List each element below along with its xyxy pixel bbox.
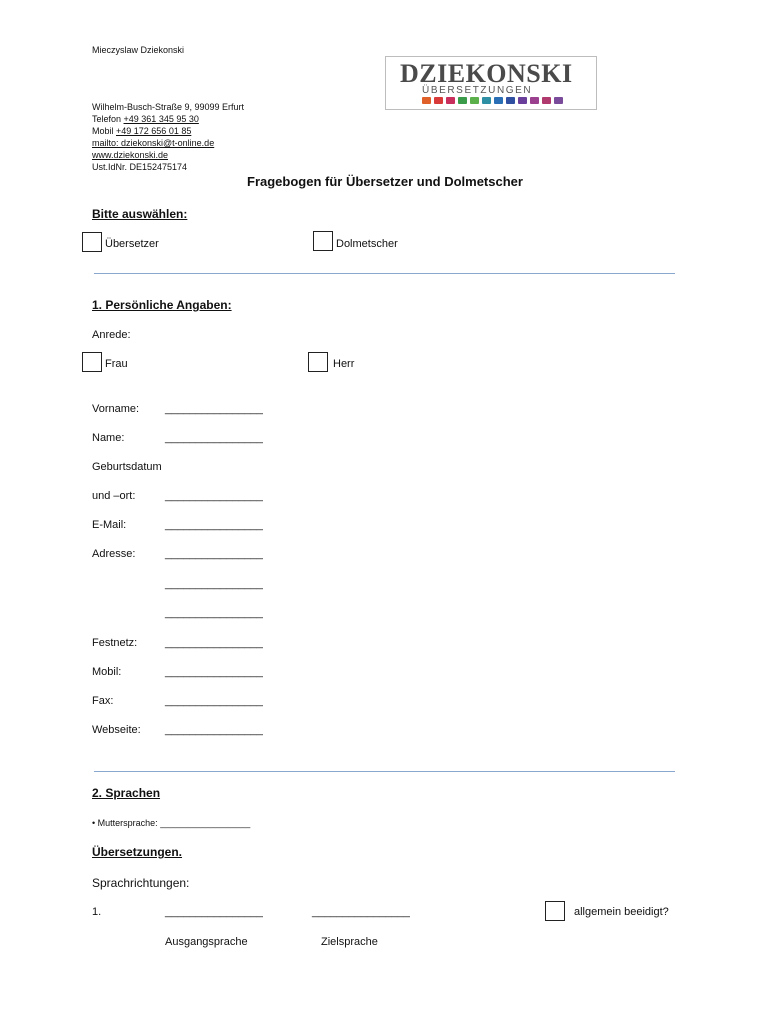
logo-color-dots — [422, 97, 563, 104]
languages-heading: 2. Sprachen — [92, 786, 161, 800]
field-label: Geburtsdatum — [92, 461, 162, 473]
logo-color-swatch — [518, 97, 527, 104]
address-blank[interactable]: ________________ — [165, 548, 263, 560]
field-label: Webseite: — [92, 724, 141, 736]
landline-blank[interactable]: ________________ — [165, 637, 263, 649]
target-caption: Zielsprache — [321, 936, 378, 948]
logo-color-swatch — [542, 97, 551, 104]
sender-name: Mieczyslaw Dziekonski — [92, 45, 185, 55]
phone-link[interactable]: +49 361 345 95 30 — [123, 114, 199, 124]
address-blank[interactable]: ________________ — [165, 607, 263, 619]
firstname-blank[interactable]: ________________ — [165, 403, 263, 415]
sworn-checkbox[interactable] — [545, 901, 565, 921]
frau-checkbox[interactable] — [82, 352, 102, 372]
field-label: und –ort: — [92, 490, 136, 502]
logo-color-swatch — [530, 97, 539, 104]
native-language-blank[interactable]: __________________ — [160, 818, 251, 828]
translator-label: Übersetzer — [105, 238, 159, 250]
mobile-link[interactable]: +49 172 656 01 85 — [116, 126, 192, 136]
personal-heading: 1. Persönliche Angaben: — [92, 298, 232, 312]
logo-color-swatch — [422, 97, 431, 104]
logo-color-swatch — [434, 97, 443, 104]
logo-color-swatch — [506, 97, 515, 104]
field-label: Fax: — [92, 695, 114, 707]
company-logo — [385, 56, 597, 110]
native-language-line — [92, 817, 250, 829]
field-label: Adresse: — [92, 548, 136, 560]
sworn-label: allgemein beeidigt? — [574, 906, 669, 918]
logo-name: DZIEKONSKI — [400, 59, 573, 88]
divider — [94, 771, 675, 772]
logo-color-swatch — [482, 97, 491, 104]
frau-label: Frau — [105, 358, 128, 370]
salutation-label: Anrede: — [92, 329, 131, 341]
mobile-line — [92, 125, 191, 137]
native-language-label: • Muttersprache: — [92, 818, 161, 828]
logo-color-swatch — [470, 97, 479, 104]
email-link[interactable]: mailto: dziekonski@t-online.de — [92, 138, 215, 148]
herr-checkbox[interactable] — [308, 352, 328, 372]
phone-label: Telefon — [92, 114, 124, 124]
website-link[interactable]: www.dziekonski.de — [92, 150, 169, 160]
divider — [94, 273, 675, 274]
logo-subtitle: ÜBERSETZUNGEN — [422, 85, 533, 96]
interpreter-label: Dolmetscher — [336, 238, 398, 250]
mobile-blank[interactable]: ________________ — [165, 666, 263, 678]
lastname-blank[interactable]: ________________ — [165, 432, 263, 444]
target-language-blank[interactable]: ________________ — [312, 906, 410, 918]
website-blank[interactable]: ________________ — [165, 724, 263, 736]
directions-label: Sprachrichtungen: — [92, 876, 190, 890]
translations-heading: Übersetzungen. — [92, 845, 183, 859]
field-label: Festnetz: — [92, 637, 138, 649]
translator-checkbox[interactable] — [82, 232, 102, 252]
field-label: Mobil: — [92, 666, 122, 678]
mobile-label: Mobil — [92, 126, 117, 136]
phone-line — [92, 113, 199, 125]
address-blank[interactable]: ________________ — [165, 578, 263, 590]
herr-label: Herr — [333, 358, 355, 370]
source-caption: Ausgangsprache — [165, 936, 248, 948]
sender-address: Wilhelm-Busch-Straße 9, 99099 Erfurt — [92, 102, 245, 112]
interpreter-checkbox[interactable] — [313, 231, 333, 251]
email-blank[interactable]: ________________ — [165, 519, 263, 531]
field-label: E-Mail: — [92, 519, 127, 531]
birth-blank[interactable]: ________________ — [165, 490, 263, 502]
logo-color-swatch — [554, 97, 563, 104]
field-label: Vorname: — [92, 403, 140, 415]
vat-id: Ust.IdNr. DE152475174 — [92, 162, 188, 172]
form-title: Fragebogen für Übersetzer und Dolmetscher — [247, 174, 523, 189]
logo-color-swatch — [494, 97, 503, 104]
logo-color-swatch — [458, 97, 467, 104]
field-label: Name: — [92, 432, 125, 444]
source-language-blank[interactable]: ________________ — [165, 906, 263, 918]
logo-color-swatch — [446, 97, 455, 104]
fax-blank[interactable]: ________________ — [165, 695, 263, 707]
select-heading: Bitte auswählen: — [92, 207, 188, 221]
row-number: 1. — [92, 906, 102, 918]
